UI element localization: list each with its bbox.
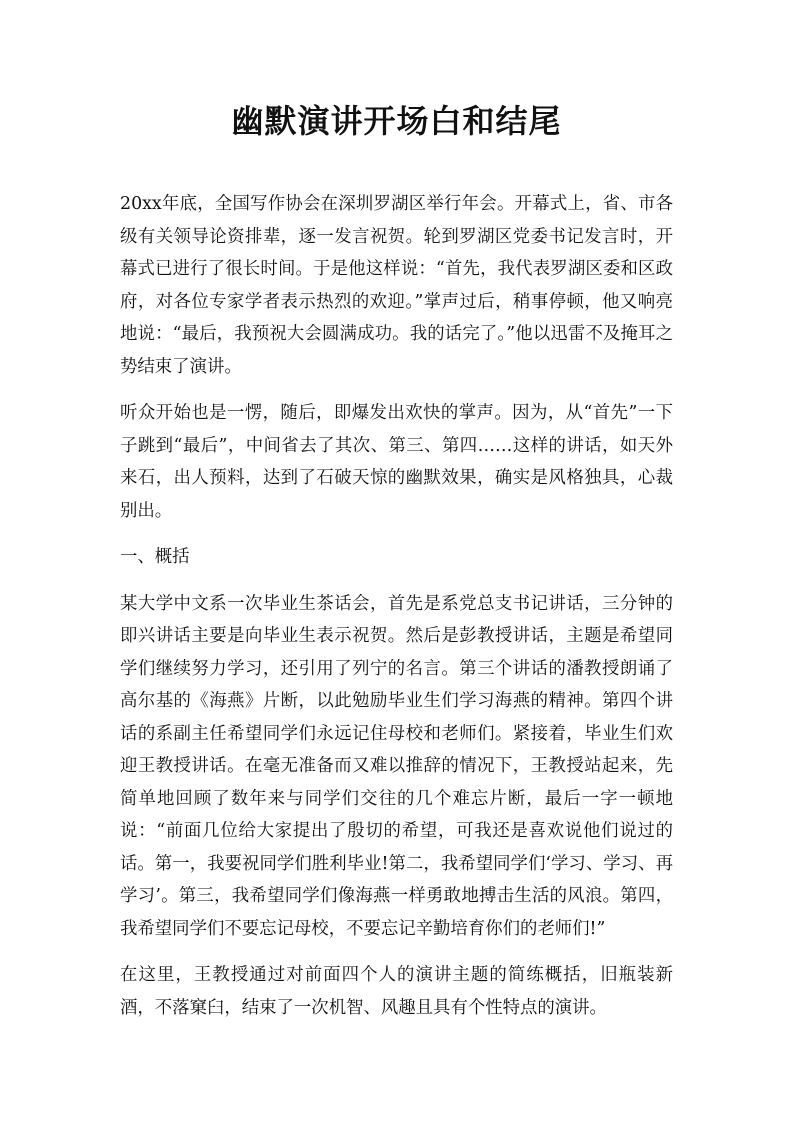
section-heading-summary: 一、概括 [120,547,190,567]
paragraph-conclusion: 在这里，王教授通过对前面四个人的演讲主题的简练概括，旧瓶装新酒，不落窠臼，结束了一次机智、风趣且具有个性特点的演讲。 [120,965,673,1018]
paragraph-graduation-tea-party: 某大学中文系一次毕业生茶话会，首先是系党总支书记讲话，三分钟的即兴讲话主要是向毕业生表示祝贺。然后是彭教授讲话，主题是希望同学们继续努力学习，还引用了列宁的名言。第三个讲话的潘教授朗诵了高尔基的《海燕》片断，以此勉励毕业生们学习海燕的精神。第四个讲话的系副主任希望同学们永远记住母校和老师们。紧接着，毕业生们欢迎王教授讲话。在毫无准备而又难以推辞的情况下，王教授站起来，先简单地回顾了数年来与同学们交往的几个难忘片断，最后一字一顿地说：“前面几位给大家提出了殷切的希望，可我还是喜欢说他们说过的话。第一，我要祝同学们胜利毕业!第二，我希望同学们‘学习、学习、再学习’。第三，我希望同学们像海燕一样勇敢地搏击生活的风浪。第四，我希望同学们不要忘记母校，不要忘记辛勤培育你们的老师们!” [120,593,673,939]
document-title: 幽默演讲开场白和结尾 [231,102,562,140]
paragraph-audience-reaction: 听众开始也是一愣，随后，即爆发出欢快的掌声。因为，从“首先”一下子跳到“最后”，中间省去了其次、第三、第四……这样的讲话，如天外来石，出人预料，达到了石破天惊的幽默效果，确实是风格独具，心裁别出。 [120,403,673,521]
paragraph-opening-story: 20xx年底，全国写作协会在深圳罗湖区举行年会。开幕式上，省、市各级有关领导论资排辈，逐一发言祝贺。轮到罗湖区党委书记发言时，开幕式已进行了很长时间。于是他这样说：“首先，我代表罗湖区委和区政府，对各位专家学者表示热烈的欢迎。”掌声过后，稍事停顿，他又响亮地说：“最后，我预祝大会圆满成功。我的话完了。”他以迅雷不及掩耳之势结束了演讲。 [120,194,673,377]
